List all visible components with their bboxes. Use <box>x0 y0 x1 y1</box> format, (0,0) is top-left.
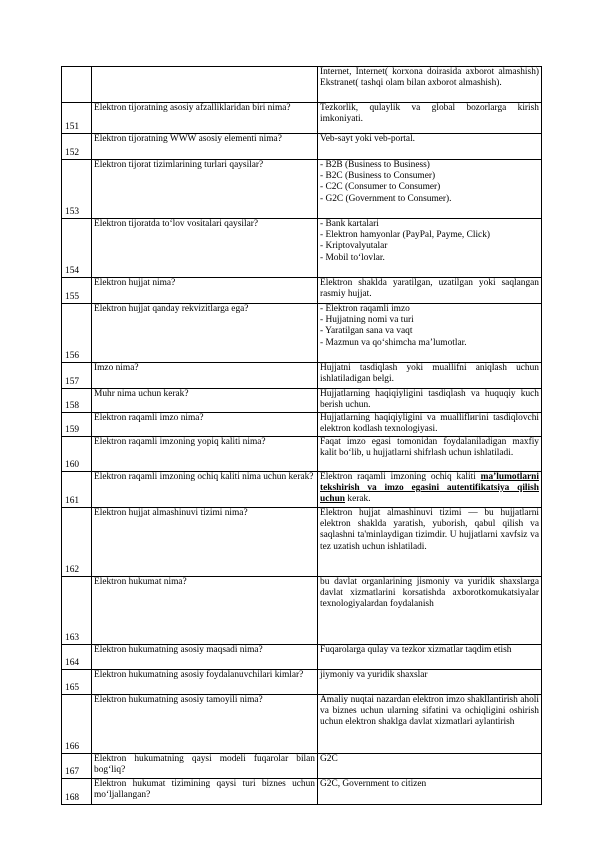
question-cell: Elektron hukumat tizimining qaysi turi biznes uchun mo‘ljallangan? <box>92 779 318 805</box>
table-row <box>62 670 542 695</box>
table-row <box>62 134 542 160</box>
question-cell: Imzo nima? <box>92 363 318 389</box>
table-row <box>62 278 542 304</box>
answer-line: - Hujjatning nomi va turi <box>320 315 414 326</box>
row-number: 152 <box>62 134 92 160</box>
row-number: 151 <box>62 103 92 134</box>
row-number: 155 <box>62 278 92 304</box>
question-cell: Elektron hukumatning qaysi modeli fuqarolar bilan bog‘liq? <box>92 754 318 779</box>
question-cell: Elektron tijorat tizimlarining turlari qaysilar? <box>92 160 318 219</box>
answer-line: - Yaratilgan sana va vaqt <box>320 326 413 337</box>
table-row <box>62 103 542 134</box>
table-row <box>62 219 542 278</box>
answer-cell: bu davlat organlarining jismoniy va yuridik shaxslarga davlat xizmatlarini korsatishda axborotkomukatsiyalar texnologiyalardan foydalanish <box>318 577 542 645</box>
table-row <box>62 779 542 805</box>
table-row <box>62 695 542 754</box>
qa-table-body <box>62 67 542 805</box>
row-number: 162 <box>62 508 92 577</box>
row-number: 154 <box>62 219 92 278</box>
answer-cell <box>318 304 542 363</box>
question-cell: Elektron hujjat qanday rekvizitlarga ega? <box>92 304 318 363</box>
answer-cell <box>318 219 542 278</box>
table-row <box>62 413 542 437</box>
question-cell: Elektron hukumatning asosiy maqsadi nima? <box>92 645 318 670</box>
row-number: 166 <box>62 695 92 754</box>
row-number <box>62 67 92 103</box>
answer-line: - C2C (Consumer to Consumer) <box>320 182 441 193</box>
row-number: 161 <box>62 472 92 508</box>
row-number: 153 <box>62 160 92 219</box>
table-row <box>62 472 542 508</box>
row-number: 164 <box>62 645 92 670</box>
table-row <box>62 67 542 103</box>
answer-cell: Fuqarolarga qulay va tezkor xizmatlar taqdim etish <box>318 645 542 670</box>
answer-cell: Hujjatni tasdiqlash yoki muallifni aniqlash uchun ishlatiladigan belgi. <box>318 363 542 389</box>
answer-cell: Tezkorlik, qulaylik va global bozorlarga kirish imkoniyati. <box>318 103 542 134</box>
table-row <box>62 645 542 670</box>
table-row <box>62 577 542 645</box>
answer-cell: Hujjatlarning haqiqiyligini tasdiqlash va huquqiy kuch berish uchun. <box>318 389 542 413</box>
answer-line: - Bank kartalari <box>320 219 379 229</box>
answer-line: - B2B (Business to Business) <box>320 160 430 170</box>
answer-text-end: kerak. <box>345 494 371 505</box>
table-row <box>62 363 542 389</box>
question-cell: Elektron tijoratning asosiy afzalliklaridan biri nima? <box>92 103 318 134</box>
table-row <box>62 160 542 219</box>
qa-table <box>61 66 542 805</box>
answer-text: Elektron raqamli imzoning ochiq kaliti <box>320 472 481 482</box>
answer-line: - Elektron raqamli imzo <box>320 304 410 314</box>
question-cell: Elektron tijoratda to‘lov vositalari qaysilar? <box>92 219 318 278</box>
answer-line: - G2C (Government to Consumer). <box>320 193 452 204</box>
question-cell: Elektron hukumatning asosiy foydalanuvchilari kimlar? <box>92 670 318 695</box>
answer-cell: Elektron shaklda yaratilgan, uzatilgan yoki saqlangan rasmiy hujjat. <box>318 278 542 304</box>
question-cell <box>92 67 318 103</box>
answer-line: - Mobil to‘lovlar. <box>320 252 385 263</box>
answer-cell: Elektron hujjat almashinuvi tizimi — bu hujjatlarni elektron shaklda yaratish, yuborish, qabul qilish va saqlashni ta'minlaydigan tizimdir. U hujjatlarni xavfsiz va tez uzatish uchun ishlatiladi. <box>318 508 542 577</box>
answer-cell <box>318 160 542 219</box>
row-number: 163 <box>62 577 92 645</box>
row-number: 159 <box>62 413 92 437</box>
answer-cell: G2C, Government to citizen <box>318 779 542 805</box>
answer-cell: Internet, Internet( korxona doirasida axborot almashish) Ekstranet( tashqi olam bilan axborot almashish). <box>318 67 542 103</box>
answer-cell: Faqat imzo egasi tomonidan foydalaniladigan maxfiy kalit bo‘lib, u hujjatlarni shifrlash uchun ishlatiladi. <box>318 437 542 472</box>
row-number: 160 <box>62 437 92 472</box>
row-number: 157 <box>62 363 92 389</box>
table-row <box>62 437 542 472</box>
question-cell: Elektron raqamli imzoning yopiq kaliti nima? <box>92 437 318 472</box>
question-cell: Elektron raqamli imzo nima? <box>92 413 318 437</box>
answer-line: - Elektron hamyonlar (PayPal, Payme, Click) <box>320 230 491 241</box>
answer-cell: G2C <box>318 754 542 779</box>
row-number: 158 <box>62 389 92 413</box>
table-row <box>62 754 542 779</box>
row-number: 165 <box>62 670 92 695</box>
question-cell: Elektron hujjat almashinuvi tizimi nima? <box>92 508 318 577</box>
row-number: 156 <box>62 304 92 363</box>
row-number: 167 <box>62 754 92 779</box>
question-cell: Elektron raqamli imzoning ochiq kaliti nima uchun kerak? <box>92 472 318 508</box>
answer-line: - B2C (Business to Consumer) <box>320 171 436 182</box>
table-row <box>62 508 542 577</box>
question-cell: Elektron hukumatning asosiy tamoyili nima? <box>92 695 318 754</box>
question-cell: Elektron tijoratning WWW asosiy elementi nima? <box>92 134 318 160</box>
question-cell: Elektron hujjat nima? <box>92 278 318 304</box>
answer-cell: Amaliy nuqtai nazardan elektron imzo shakllantirish aholi va biznes uchun ularning sifatini va ochiqligini oshirish uchun elektron shaklga davlat xizmatlari aylantirish <box>318 695 542 754</box>
question-cell: Elektron hukumat nima? <box>92 577 318 645</box>
answer-line: - Mazmun va qo‘shimcha ma’lumotlar. <box>320 337 467 348</box>
answer-cell: jiymoniy va yuridik shaxslar <box>318 670 542 695</box>
answer-line: - Kriptovalyutalar <box>320 241 388 252</box>
row-number: 168 <box>62 779 92 805</box>
table-row <box>62 389 542 413</box>
question-cell: Muhr nima uchun kerak? <box>92 389 318 413</box>
answer-emphasis: ma’lumotlarni tekshirish va imzo egasini autentifikatsiya qilish uchun <box>320 472 539 505</box>
table-row <box>62 304 542 363</box>
answer-cell <box>318 472 542 508</box>
answer-cell: Hujjatlarning haqiqiyligini va mualliflигini tasdiqlovchi elektron kodlash texnologiyasi. <box>318 413 542 437</box>
answer-cell: Veb-sayt yoki veb-portal. <box>318 134 542 160</box>
